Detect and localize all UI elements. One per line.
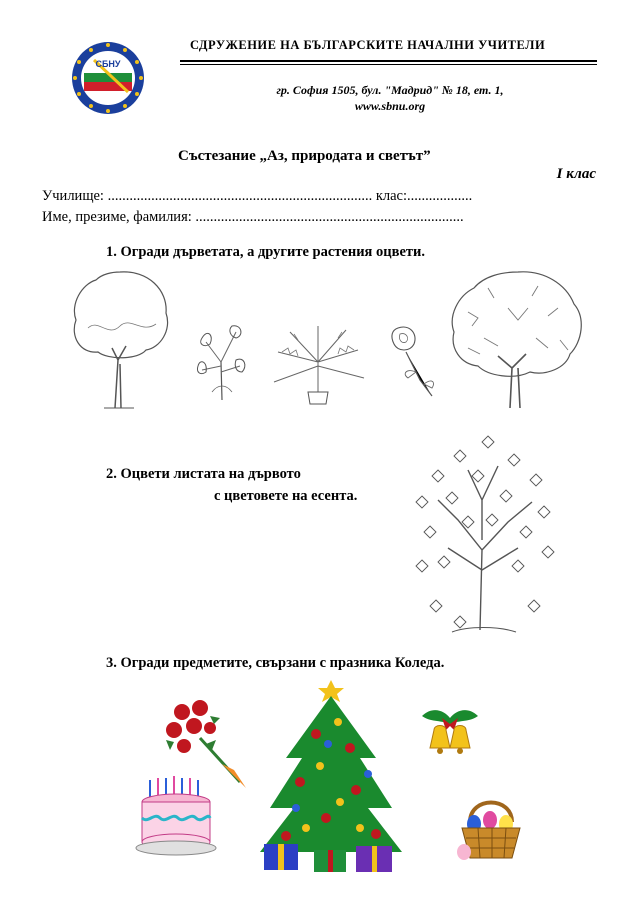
logo bbox=[70, 40, 146, 116]
tree-icon[interactable] bbox=[68, 268, 173, 410]
task-2-instruction: 2. Оцвети листата на дървото bbox=[106, 466, 301, 482]
christmas-bells-icon[interactable] bbox=[420, 706, 480, 758]
task-2-instruction-line-2: с цветовете на есента. bbox=[214, 488, 358, 504]
autumn-tree-icon[interactable] bbox=[408, 430, 558, 640]
address-line: гр. София 1505, бул. "Мадрид" № 18, ет. 1, bbox=[276, 83, 504, 97]
header-rule bbox=[180, 60, 597, 62]
big-tree-icon[interactable] bbox=[448, 268, 586, 410]
organization-name: СДРУЖЕНИЕ НА БЪЛГАРСКИТЕ НАЧАЛНИ УЧИТЕЛИ bbox=[190, 38, 546, 52]
palm-plant-icon[interactable] bbox=[268, 322, 368, 406]
task-1-instruction: 1. Огради дърветата, а другите растения оцвети. bbox=[106, 244, 425, 260]
competition-title: Състезание „Аз, природата и светът” bbox=[178, 148, 431, 164]
rose-icon[interactable] bbox=[376, 322, 438, 400]
header-rule-thin bbox=[180, 64, 597, 65]
christmas-tree-icon[interactable] bbox=[256, 678, 406, 874]
logo-text: СБНУ bbox=[95, 59, 121, 69]
address bbox=[215, 82, 565, 114]
task-3-instruction: 3. Огради предметите, свързани с празника Коледа. bbox=[106, 655, 445, 671]
easter-basket-icon[interactable] bbox=[456, 790, 526, 862]
website: www.sbnu.org bbox=[354, 99, 426, 113]
logo-icon bbox=[70, 40, 146, 116]
school-field[interactable]: Училище: ......................................................................... клас:.................. bbox=[42, 188, 473, 204]
name-field[interactable]: Име, презиме, фамилия: .......................................................................... bbox=[42, 209, 464, 225]
lily-icon[interactable] bbox=[192, 322, 250, 402]
grade-label: I клас bbox=[556, 166, 596, 182]
birthday-cake-icon[interactable] bbox=[136, 774, 218, 856]
